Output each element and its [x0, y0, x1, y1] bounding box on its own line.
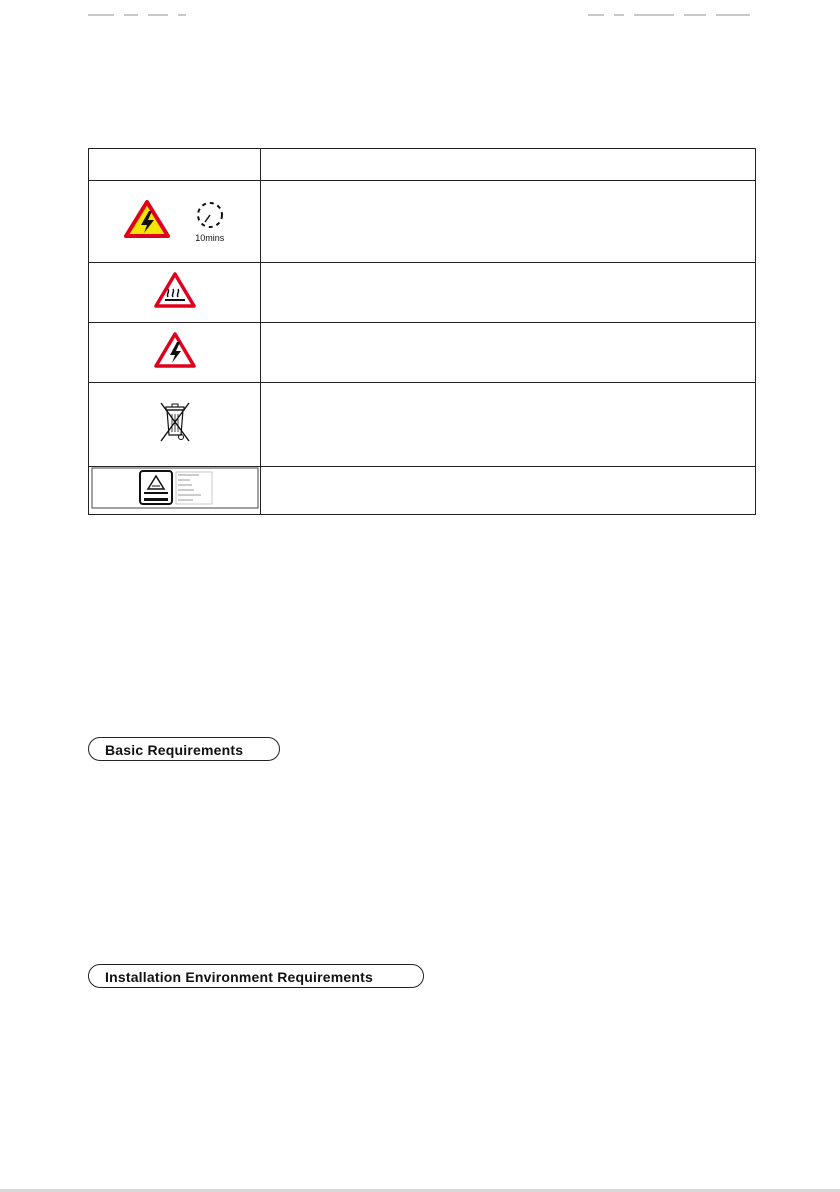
description-cell [261, 383, 756, 467]
faint-header-left [88, 6, 196, 20]
description-cell [261, 467, 756, 515]
description-cell [261, 263, 756, 323]
timer-icon [195, 200, 225, 243]
tuv-certification-label-icon [91, 467, 259, 514]
table-row [89, 263, 756, 323]
faint-header-right [588, 6, 760, 20]
electric-shock-warning-icon [153, 331, 197, 374]
symbol-cell [89, 323, 261, 383]
table-header-row [89, 149, 756, 181]
section-heading-installation-environment: Installation Environment Requirements [88, 964, 424, 988]
hot-surface-warning-icon [153, 271, 197, 314]
high-voltage-warning-icon [124, 199, 170, 244]
table-row [89, 467, 756, 515]
symbol-cell [89, 383, 261, 467]
symbol-cell [89, 263, 261, 323]
header-cell-symbol [89, 149, 261, 181]
header-cell-description [261, 149, 756, 181]
symbol-cell [89, 467, 261, 515]
description-cell [261, 323, 756, 383]
table-row [89, 383, 756, 467]
symbol-table [88, 148, 756, 515]
table-row [89, 323, 756, 383]
section-heading-basic-requirements: Basic Requirements [88, 737, 280, 761]
table-row [89, 181, 756, 263]
timer-label: 10mins [195, 233, 225, 243]
description-cell [261, 181, 756, 263]
symbol-cell [89, 181, 261, 263]
weee-crossed-bin-icon [156, 397, 194, 452]
